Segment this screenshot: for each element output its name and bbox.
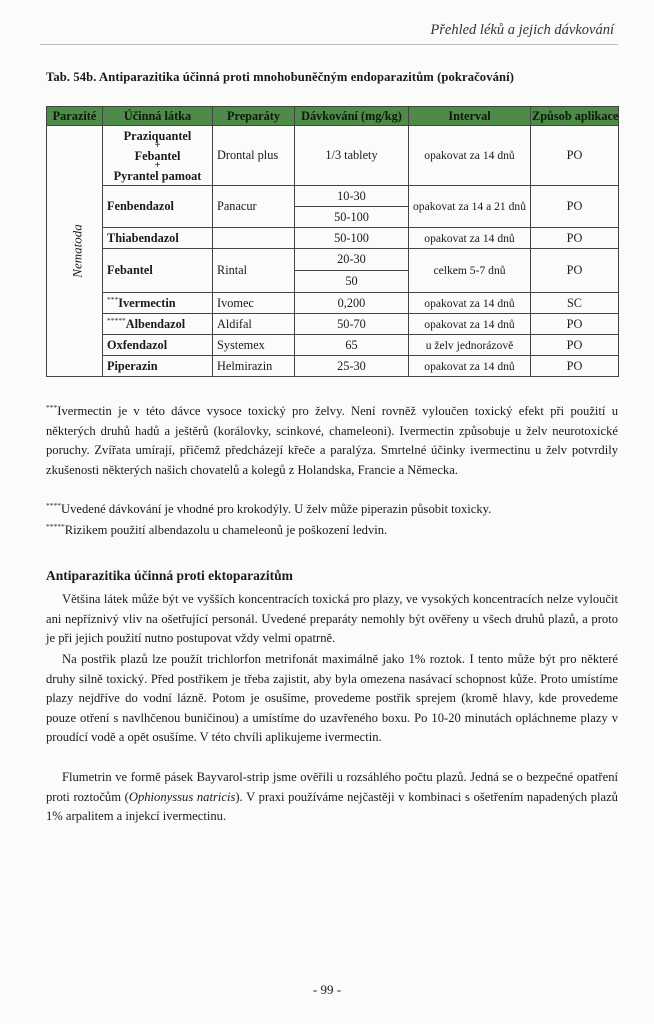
header-preparations: Preparáty xyxy=(213,107,295,126)
preparation-cell: Systemex xyxy=(213,335,295,356)
plus-sign: + xyxy=(154,159,161,171)
route-cell: PO xyxy=(531,126,619,186)
preparation-cell: Panacur xyxy=(213,186,295,228)
footnote-marker: *** xyxy=(107,295,119,304)
substance-cell: *****Albendazol xyxy=(103,314,213,335)
dose-cell: 65 xyxy=(295,335,409,356)
interval-cell: u želv jednorázově xyxy=(409,335,531,356)
dose-cell: 25-30 xyxy=(295,356,409,377)
route-cell: PO xyxy=(531,186,619,228)
table-row xyxy=(47,249,619,271)
interval-cell: opakovat za 14 dnů xyxy=(409,126,531,186)
footnote-marker: ***** xyxy=(107,316,126,325)
header-rule xyxy=(40,44,618,45)
preparation-cell: Aldifal xyxy=(213,314,295,335)
antiparasitic-table xyxy=(46,106,619,377)
preparation-cell xyxy=(213,228,295,249)
table-row xyxy=(47,335,619,356)
route-cell: PO xyxy=(531,335,619,356)
substance-cell: Fenbendazol xyxy=(103,186,213,228)
footnote-marker: **** xyxy=(46,501,61,510)
route-cell: PO xyxy=(531,249,619,293)
footnote-marker: *** xyxy=(46,403,58,412)
parasite-group-cell xyxy=(47,126,103,377)
dose-cell: 0,200 xyxy=(295,293,409,314)
table-row xyxy=(47,314,619,335)
preparation-cell: Drontal plus xyxy=(213,126,295,186)
table-row xyxy=(47,126,619,186)
header-active-substance: Účinná látka xyxy=(103,107,213,126)
header-interval: Interval xyxy=(409,107,531,126)
footnote-marker: ***** xyxy=(46,522,65,531)
paragraph: Na postřik plazů lze použít trichlorfon metrifonát maximálně jako 1% roztok. I tento může být pro některé druhy silně toxický. Před postřikem je třeba zajistit, aby byla omezena nasávací schopnost kůže. Proto umístíme plazy nejdříve do vodní lázně. Potom je osušíme, provedeme postřik sprejem (kromě hlavy, kde provedeme pouze otření s navlhčenou buničinou) a umístíme do uzavřeného boxu. Po 10-20 minutách opláchneme plazy v proudící vodě a opět osušíme. V této chvíli aplikujeme ivermectin. xyxy=(46,652,618,745)
substance-febantel: Febantel xyxy=(134,148,181,163)
header-route: Způsob aplikace xyxy=(531,107,619,126)
substance-pyrantel: Pyrantel pamoat xyxy=(113,168,202,183)
paragraph: Flumetrin ve formě pásek Bayvarol-strip jsme ověřili u rozsáhlého počtu plazů. Jedná se o bezpečné opatření proti roztočům (Ophionyssus natricis). V praxi používáme nejčastěji v kombinaci s ošetřením napadených plazů 1% arpalitem a injekcí ivermectinu. xyxy=(46,770,618,824)
preparation-cell: Ivomec xyxy=(213,293,295,314)
dose-cell: 1/3 tablety xyxy=(295,126,409,186)
plus-sign: + xyxy=(154,139,161,151)
table-row xyxy=(47,228,619,249)
substance-cell: Febantel xyxy=(103,249,213,293)
table-row xyxy=(47,293,619,314)
paragraph: Většina látek může být ve vyšších koncentracích toxická pro plazy, ve vysokých koncentracích nelze vyloučit ani nepříznivý vliv na ošetřující personál. Uvedené preparáty nemohly být ověřeny u všech druhů plazů, a proto je při jejich použití nutno postupovat vždy velmi opatrně. xyxy=(46,592,618,646)
substance-cell: Oxfendazol xyxy=(103,335,213,356)
interval-cell: opakovat za 14 dnů xyxy=(409,314,531,335)
table-row xyxy=(47,186,619,207)
dose-cell: 50 xyxy=(295,271,409,293)
route-cell: PO xyxy=(531,228,619,249)
table-title: Tab. 54b. Antiparazitika účinná proti mnohobuněčným endoparazitům (pokračování) xyxy=(46,70,514,84)
table-row xyxy=(47,356,619,377)
footnote-albendazol: *****Rizikem použití albendazolu u chameleonů je poškození ledvin. xyxy=(46,522,388,537)
running-head: Přehled léků a jejich dávkování xyxy=(430,22,614,38)
route-cell: PO xyxy=(531,314,619,335)
parasite-group: Nematoda xyxy=(69,224,85,278)
interval-cell: opakovat za 14 dnů xyxy=(409,228,531,249)
interval-cell: celkem 5-7 dnů xyxy=(409,249,531,293)
preparation-cell: Helmirazin xyxy=(213,356,295,377)
footnote-piperazin: ****Uvedené dávkování je vhodné pro krokodýly. U želv může piperazin působit toxicky. xyxy=(46,501,492,516)
preparation-cell: Rintal xyxy=(213,249,295,293)
dose-cell: 50-100 xyxy=(295,228,409,249)
dose-cell: 50-100 xyxy=(295,207,409,228)
footnote-ivermectin: ***Ivermectin je v této dávce vysoce toxický pro želvy. Není rovněž vyloučen toxický efekt při použití u některých druhů hadů a ještěrů (korálovky, scinkové, chameleoni). Ivermectin způsobuje u želv neurotoxické poruchy. Zvířata umírají, přičemž předcházejí křeče a paralýza. Smrtelné účinky ivermectinu u želv potvrdily zkušenosti některých našich chovatelů a kolegů z Holandska, Francie a Německa. xyxy=(46,403,618,477)
substance-praziquantel: Praziquantel xyxy=(123,128,192,143)
dose-cell: 50-70 xyxy=(295,314,409,335)
page-number: - 99 - xyxy=(312,982,342,997)
table-header-row xyxy=(47,107,619,126)
interval-cell: opakovat za 14 dnů xyxy=(409,356,531,377)
substance-cell: Thiabendazol xyxy=(103,228,213,249)
interval-cell: opakovat za 14 dnů xyxy=(409,293,531,314)
route-cell: SC xyxy=(531,293,619,314)
route-cell: PO xyxy=(531,356,619,377)
dose-cell: 10-30 xyxy=(295,186,409,207)
section-title: Antiparazitika účinná proti ektoparazitům xyxy=(46,568,293,583)
header-parasites: Parazité xyxy=(47,107,103,126)
combo-substances xyxy=(103,126,213,186)
substance-cell: Piperazin xyxy=(103,356,213,377)
header-dosage: Dávkování (mg/kg) xyxy=(295,107,409,126)
dose-cell: 20-30 xyxy=(295,249,409,271)
interval-cell: opakovat za 14 a 21 dnů xyxy=(409,186,531,228)
substance-cell: ***Ivermectin xyxy=(103,293,213,314)
species-name: Ophionyssus natricis xyxy=(128,789,236,804)
